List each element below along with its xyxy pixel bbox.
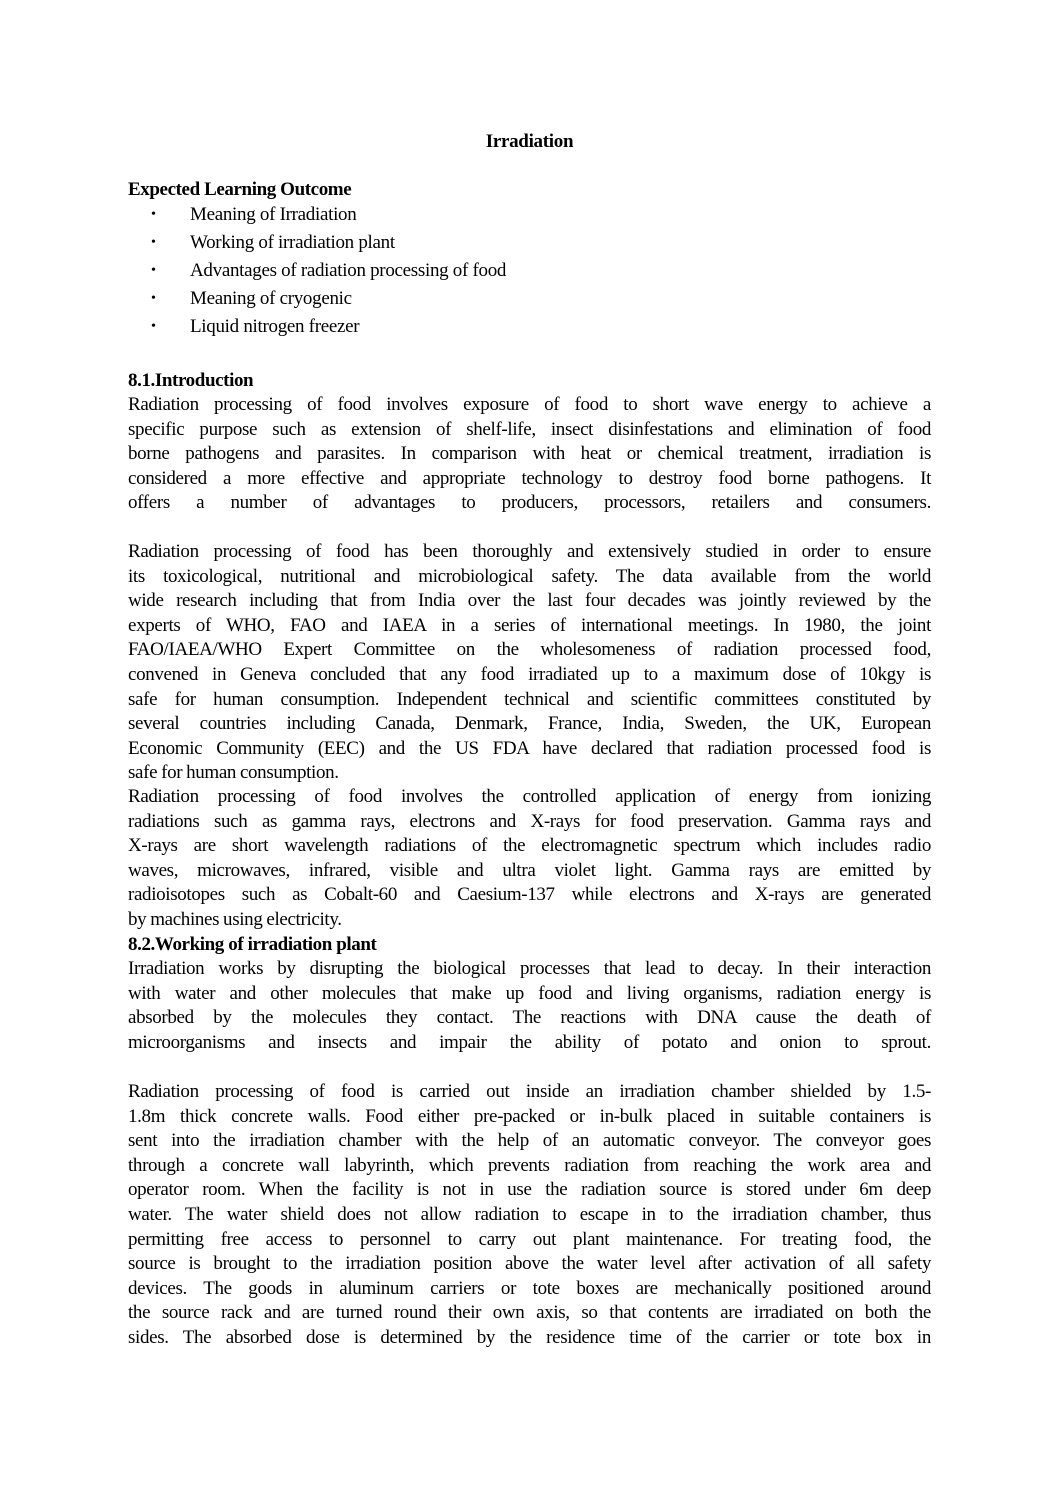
- bullet-icon: •: [151, 235, 156, 250]
- section-heading-working: 8.2.Working of irradiation plant: [128, 934, 377, 955]
- paragraph-working-1: Irradiation works by disrupting the biological processes that lead to decay. In their interaction with water and other molecules that make up food and living organisms, radiation energy is absorbed by the molecules they contact. The reactions with DNA cause the death of microorganisms and insects and impair the ability of potato and onion to sprout.: [128, 958, 931, 1053]
- paragraph-working-2: Radiation processing of food is carried out inside an irradiation chamber shielded by 1.5- 1.8m thick concrete walls. Food either pre-packed or in-bulk placed in suitable containers is sent into the irradiation chamber with the help of an automatic conveyor. The conveyor goes through a concrete wall labyrinth, which prevents radiation from reaching the work area and operator room. When the facility is not in use the radiation source is stored under 6m deep water. The water shield does not allow radiation to escape in to the irradiation chamber, thus permitting free access to personnel to carry out plant maintenance. For treating food, the source is brought to the irradiation position above the water level after activation of all safety devices. The goods in aluminum carriers or tote boxes are mechanically positioned around the source rack and are turned round their own axis, so that contents are irradiated on both the sides. The absorbed dose is determined by the residence time of the carrier or tote box in: [128, 1081, 931, 1348]
- bullet-icon: •: [151, 263, 156, 278]
- paragraph-introduction-2: Radiation processing of food has been thoroughly and extensively studied in order to ensure its toxicological, nutritional and microbiological safety. The data available from the world wide research including that from India over the last four decades was jointly reviewed by the experts of WHO, FAO and IAEA in a series of international meetings. In 1980, the joint FAO/IAEA/WHO Expert Committee on the wholesomeness of radiation processed food, convened in Geneva concluded that any food irradiated up to a maximum dose of 10kgy is safe for human consumption. Independent technical and scientific committees constituted by several countries including Canada, Denmark, France, India, Sweden, the UK, European Economic Community (EEC) and the US FDA have declared that radiation processed food is safe for human consumption.: [128, 541, 931, 784]
- learning-outcome-item: • Liquid nitrogen freezer: [151, 316, 360, 337]
- document-title: Irradiation: [485, 131, 574, 152]
- learning-outcome-item: • Working of irradiation plant: [151, 232, 395, 253]
- paragraph-introduction-3: Radiation processing of food involves the controlled application of energy from ionizing radiations such as gamma rays, electrons and X-rays for food preservation. Gamma rays and X-rays are short wavelength radiations of the electromagnetic spectrum which includes radio waves, microwaves, infrared, visible and ultra violet light. Gamma rays are emitted by radioisotopes such as Cobalt-60 and Caesium-137 while electrons and X-rays are generated by machines using electricity.: [128, 786, 931, 930]
- learning-outcome-item: • Meaning of cryogenic: [151, 288, 352, 309]
- section-heading-introduction: 8.1.Introduction: [128, 370, 254, 391]
- learning-outcome-item: • Meaning of Irradiation: [151, 204, 357, 225]
- bullet-icon: •: [151, 319, 156, 334]
- learning-outcome-list: [128, 203, 506, 343]
- learning-outcome-item: • Advantages of radiation processing of food: [151, 260, 507, 281]
- bullet-icon: •: [151, 291, 156, 306]
- bullet-icon: •: [151, 207, 156, 222]
- paragraph-introduction-1: Radiation processing of food involves exposure of food to short wave energy to achieve a specific purpose such as extension of shelf-life, insect disinfestations and elimination of food borne pathogens and parasites. In comparison with heat or chemical treatment, irradiation is considered a more effective and appropriate technology to destroy food borne pathogens. It offers a number of advantages to producers, processors, retailers and consumers.: [128, 394, 931, 514]
- learning-outcome-heading: Expected Learning Outcome: [128, 179, 352, 200]
